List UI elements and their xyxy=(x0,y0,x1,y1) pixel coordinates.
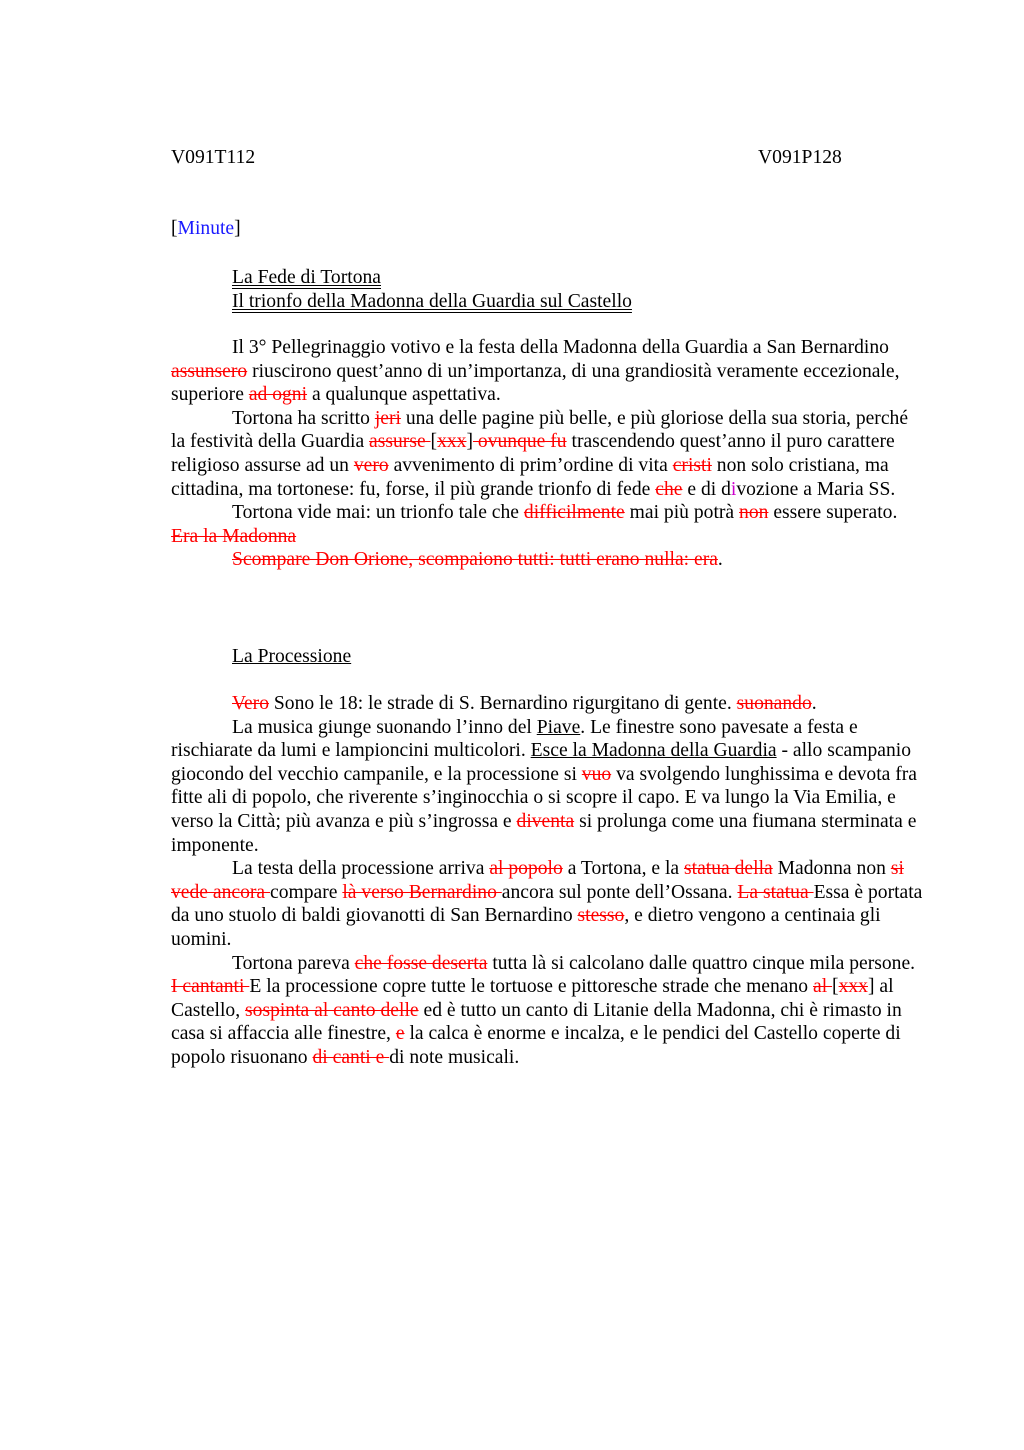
deletion: che fosse deserta xyxy=(354,952,488,974)
paragraph: Tortona vide mai: un trionfo tale che difficilmente mai più potrà non essere superato. Era la Madonna xyxy=(171,502,898,547)
deletion: non xyxy=(739,502,769,524)
deletion: cristi xyxy=(672,454,712,476)
document-titles xyxy=(232,266,632,314)
insertion: i xyxy=(730,478,737,500)
deletion: assurse xyxy=(369,431,431,453)
document-code-right: V091P128 xyxy=(758,147,842,168)
deletion: Era la Madonna xyxy=(171,525,297,547)
paragraph: Il 3° Pellegrinaggio votivo e la festa della Madonna della Guardia a San Bernardino assunsero riuscirono quest’anno di un’importanza, di una grandiosità veramente eccezionale, superiore ad ogni a qualunque aspettativa. xyxy=(171,337,900,406)
paragraph: Tortona pareva che fosse deserta tutta là si calcolano dalle quattro cinque mila persone. I cantanti E la processione copre tutte le tortuose e pittoresche strade che menano al [xxx] al Castello, sospinta al canto delle ed è tutto un canto di Litanie della Madonna, chi è rimasto in casa si affaccia alle finestre, e la calca è enorme e incalza, e le pendici del Castello coperte di popolo risuonano di canti e di note musicali. xyxy=(171,952,916,1068)
paragraph: Tortona ha scritto jeri una delle pagine più belle, e più gloriose della sua storia, perché la festività della Guardia assurse [xxx] ovunque fu trascendendo quest’anno il puro carattere religioso assurse ad un vero avvenimento di prim’ordine di vita cristi non solo cristiana, ma cittadina, ma tortonese: fu, forse, il più grande trionfo di fede che e di divozione a Maria SS. xyxy=(171,407,909,500)
deletion: al popolo xyxy=(489,858,563,880)
deletion: sospinta al canto delle xyxy=(245,999,419,1021)
paragraph: La testa della processione arriva al popolo a Tortona, e la statua della Madonna non si vede ancora compare là verso Bernardino ancora sul ponte dell’Ossana. La statua Essa è portata da uno stuolo di baldi giovanotti di San Bernardino stesso, e dietro vengono a centinaia gli uomini. xyxy=(171,858,923,950)
deletion: suonando xyxy=(736,693,812,714)
section-1-body xyxy=(171,336,925,572)
deletion: al xyxy=(813,976,833,998)
deletion: e xyxy=(395,1023,405,1045)
deletion: assunsero xyxy=(171,360,248,382)
paragraph: Scompare Don Orione, scompaiono tutti: tutti erano nulla: era. xyxy=(232,549,723,571)
underlined-text: Piave xyxy=(536,716,581,738)
section-2-body xyxy=(171,692,925,1070)
deletion: vero xyxy=(353,454,389,476)
deletion: ovunque fu xyxy=(473,431,567,453)
deletion: stesso xyxy=(577,905,625,927)
underlined-text: Esce la Madonna della Guardia xyxy=(530,740,777,762)
deletion: jeri xyxy=(374,407,401,429)
paragraph: Vero Sono le 18: le strade di S. Bernardino rigurgitano di gente. suonando. xyxy=(232,693,817,714)
minute-tag: [Minute] xyxy=(171,218,241,239)
deletion: diventa xyxy=(516,810,575,832)
deletion: I cantanti xyxy=(171,976,250,998)
deletion: xxx xyxy=(838,976,868,998)
deletion: La statua xyxy=(737,881,814,903)
deletion: difficilmente xyxy=(523,502,625,524)
paragraph: La musica giunge suonando l’inno del Piave. Le finestre sono pavesate a festa e rischiarate da lumi e lampioncini multicolori. Esce la Madonna della Guardia - allo scampanio giocondo del vecchio campanile, e la processione si vuo va svolgendo lunghissima e devota fra fitte ali di popolo, che riverente s’inginocchia o si scopre il capo. E va lungo la Via Emilia, e verso la Città; più avanza e più s’ingrossa e diventa si prolunga come una fiumana sterminata e imponente. xyxy=(171,716,917,856)
deletion: là verso Bernardino xyxy=(342,881,502,903)
document-code-left: V091T112 xyxy=(171,147,256,168)
title-line-2: Il trionfo della Madonna della Guardia sul Castello xyxy=(232,291,632,312)
deletion: Vero xyxy=(232,693,269,714)
deletion: statua della xyxy=(684,858,773,880)
deletion: ad ogni xyxy=(248,384,308,406)
deletion: di canti e xyxy=(312,1046,390,1068)
section-heading: La Processione xyxy=(232,646,352,667)
minute-link[interactable]: Minute xyxy=(177,218,235,239)
deletion: che xyxy=(655,478,683,500)
title-line-1: La Fede di Tortona xyxy=(232,267,381,288)
deletion: xxx xyxy=(437,431,467,453)
deletion: si vede ancora xyxy=(171,858,904,903)
deletion: Scompare Don Orione, scompaiono tutti: tutti erano nulla: era xyxy=(232,549,718,571)
deletion: vuo xyxy=(581,763,612,785)
